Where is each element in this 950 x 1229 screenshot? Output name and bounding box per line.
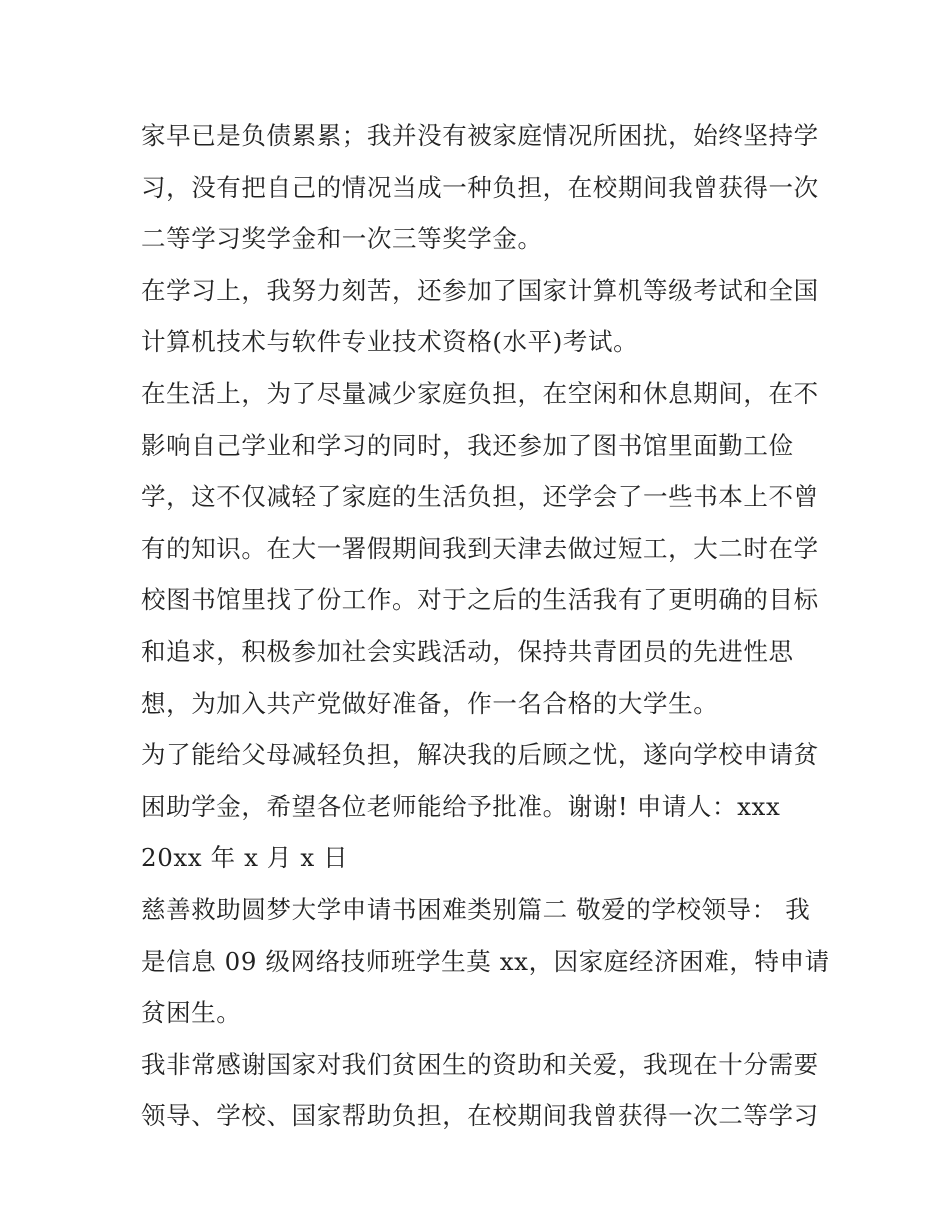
text-line: 为了能给父母减轻负担，解决我的后顾之忧，遂向学校申请贫 [141, 740, 819, 770]
text-line: 在生活上，为了尽量减少家庭负担，在空闲和休息期间，在不 [141, 378, 819, 408]
text-line: 领导、学校、国家帮助负担，在校期间我曾获得一次二等学习 [141, 1101, 819, 1131]
text-line: 想，为加入共产党做好准备，作一名合格的大学生。 [141, 688, 719, 718]
text-line: 是信息 09 级网络技师班学生莫 xx，因家庭经济困难，特申请 [141, 946, 830, 976]
text-line: 习，没有把自己的情况当成一种负担，在校期间我曾获得一次 [141, 172, 819, 202]
document-body [141, 110, 830, 1142]
text-line: 困助学金，希望各位老师能给予批准。谢谢! 申请人：xxx [141, 791, 781, 821]
text-line: 校图书馆里找了份工作。对于之后的生活我有了更明确的目标 [141, 585, 819, 615]
text-line: 和追求，积极参加社会实践活动，保持共青团员的先进性思 [141, 636, 794, 666]
date-line: 20xx 年 x 月 x 日 [141, 843, 349, 873]
text-line: 在学习上，我努力刻苦，还参加了国家计算机等级考试和全国 [141, 275, 819, 305]
text-line: 慈善救助圆梦大学申请书困难类别篇二 敬爱的学校领导： 我 [141, 894, 811, 924]
text-line: 家早已是负债累累；我并没有被家庭情况所困扰，始终坚持学 [141, 121, 819, 150]
text-line: 贫困生。 [141, 998, 242, 1028]
text-line: 有的知识。在大一署假期间我到天津去做过短工，大二时在学 [141, 533, 819, 563]
text-line: 二等学习奖学金和一次三等奖学金。 [141, 224, 543, 254]
text-line: 计算机技术与软件专业技术资格(水平)考试。 [141, 327, 639, 357]
text-line: 学，这不仅减轻了家庭的生活负担，还学会了一些书本上不曾 [141, 482, 819, 512]
text-line: 我非常感谢国家对我们贫困生的资助和关爱，我现在十分需要 [141, 1049, 819, 1079]
text-line: 影响自己学业和学习的同时，我还参加了图书馆里面勤工俭 [141, 430, 794, 460]
